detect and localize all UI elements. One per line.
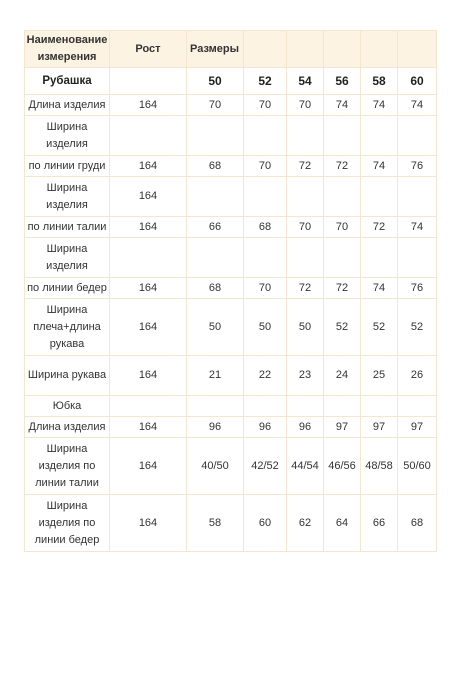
- height-cell: 164: [110, 177, 187, 217]
- size-chart-table: [24, 30, 437, 552]
- value-cell: 74: [361, 156, 398, 177]
- value-cell: 40/50: [187, 438, 244, 495]
- header-height-cell: Рост: [110, 31, 187, 68]
- value-cell: 48/58: [361, 438, 398, 495]
- value-cell: [324, 396, 361, 417]
- value-cell: [187, 177, 244, 217]
- value-cell: 70: [287, 217, 324, 238]
- value-cell: 68: [187, 278, 244, 299]
- value-cell: 42/52: [244, 438, 287, 495]
- value-cell: [361, 238, 398, 278]
- value-cell: [244, 238, 287, 278]
- section-label-cell: Юбка: [25, 396, 110, 417]
- value-cell: [361, 177, 398, 217]
- value-cell: 66: [187, 217, 244, 238]
- header-name-cell: Наименование измерения: [25, 31, 110, 68]
- value-cell: [324, 116, 361, 156]
- value-cell: [287, 177, 324, 217]
- value-cell: 68: [244, 217, 287, 238]
- value-cell: [398, 116, 437, 156]
- measurement-name-cell: Ширина рукава: [25, 356, 110, 396]
- table-row: [25, 356, 437, 396]
- table-row: [25, 438, 437, 495]
- height-cell: [110, 238, 187, 278]
- table-row: [25, 95, 437, 116]
- value-cell: [398, 396, 437, 417]
- height-cell: 164: [110, 278, 187, 299]
- value-cell: 64: [324, 495, 361, 552]
- value-cell: 52: [361, 299, 398, 356]
- size-cell: 60: [398, 68, 437, 95]
- value-cell: 58: [187, 495, 244, 552]
- value-cell: 68: [187, 156, 244, 177]
- value-cell: 72: [324, 156, 361, 177]
- value-cell: 70: [244, 156, 287, 177]
- height-cell: 164: [110, 438, 187, 495]
- value-cell: 74: [398, 217, 437, 238]
- empty-cell: [110, 68, 187, 95]
- value-cell: 97: [361, 417, 398, 438]
- value-cell: 62: [287, 495, 324, 552]
- measurement-name-cell: Длина изделия: [25, 95, 110, 116]
- value-cell: 44/54: [287, 438, 324, 495]
- value-cell: 25: [361, 356, 398, 396]
- value-cell: 72: [324, 278, 361, 299]
- value-cell: [287, 116, 324, 156]
- height-cell: 164: [110, 356, 187, 396]
- size-cell: 58: [361, 68, 398, 95]
- value-cell: 72: [361, 217, 398, 238]
- height-cell: 164: [110, 156, 187, 177]
- value-cell: [244, 396, 287, 417]
- size-cell: 56: [324, 68, 361, 95]
- value-cell: [398, 177, 437, 217]
- header-empty-cell: [361, 31, 398, 68]
- value-cell: 74: [361, 95, 398, 116]
- value-cell: 50: [187, 299, 244, 356]
- header-empty-cell: [287, 31, 324, 68]
- value-cell: [324, 238, 361, 278]
- value-cell: [287, 238, 324, 278]
- measurement-name-cell: Ширина изделия по линии талии: [25, 438, 110, 495]
- height-cell: 164: [110, 495, 187, 552]
- size-cell: 52: [244, 68, 287, 95]
- value-cell: 70: [244, 95, 287, 116]
- table-row: [25, 396, 437, 417]
- value-cell: 24: [324, 356, 361, 396]
- measurement-name-cell: Длина изделия: [25, 417, 110, 438]
- value-cell: 70: [324, 217, 361, 238]
- value-cell: [187, 116, 244, 156]
- value-cell: [398, 238, 437, 278]
- height-cell: [110, 396, 187, 417]
- table-header-row: [25, 31, 437, 68]
- value-cell: 96: [187, 417, 244, 438]
- value-cell: 70: [244, 278, 287, 299]
- measurement-name-cell: по линии бедер: [25, 278, 110, 299]
- value-cell: 23: [287, 356, 324, 396]
- table-row: [25, 417, 437, 438]
- value-cell: 26: [398, 356, 437, 396]
- section-label-cell: Рубашка: [25, 68, 110, 95]
- value-cell: [187, 396, 244, 417]
- size-cell: 54: [287, 68, 324, 95]
- table-row: [25, 177, 437, 217]
- value-cell: 96: [287, 417, 324, 438]
- table-row: [25, 116, 437, 156]
- value-cell: 50: [287, 299, 324, 356]
- value-cell: 72: [287, 278, 324, 299]
- value-cell: 74: [361, 278, 398, 299]
- table-row: [25, 238, 437, 278]
- table-row: [25, 278, 437, 299]
- value-cell: 50: [244, 299, 287, 356]
- table-row: [25, 299, 437, 356]
- value-cell: 50/60: [398, 438, 437, 495]
- value-cell: 97: [398, 417, 437, 438]
- table-row: [25, 495, 437, 552]
- measurement-name-cell: Ширина плеча+длина рукава: [25, 299, 110, 356]
- size-cell: 50: [187, 68, 244, 95]
- value-cell: 76: [398, 156, 437, 177]
- value-cell: [361, 116, 398, 156]
- value-cell: 52: [324, 299, 361, 356]
- value-cell: 74: [398, 95, 437, 116]
- measurement-name-cell: Ширина изделия: [25, 177, 110, 217]
- table-row: [25, 217, 437, 238]
- table-row: [25, 156, 437, 177]
- header-empty-cell: [244, 31, 287, 68]
- height-cell: [110, 116, 187, 156]
- value-cell: [244, 116, 287, 156]
- header-empty-cell: [324, 31, 361, 68]
- value-cell: 66: [361, 495, 398, 552]
- value-cell: [324, 177, 361, 217]
- measurement-name-cell: по линии талии: [25, 217, 110, 238]
- measurement-name-cell: Ширина изделия: [25, 116, 110, 156]
- value-cell: 72: [287, 156, 324, 177]
- value-cell: 97: [324, 417, 361, 438]
- value-cell: [187, 238, 244, 278]
- value-cell: 46/56: [324, 438, 361, 495]
- sizes-row: [25, 68, 437, 95]
- value-cell: 70: [287, 95, 324, 116]
- header-empty-cell: [398, 31, 437, 68]
- value-cell: 22: [244, 356, 287, 396]
- value-cell: [361, 396, 398, 417]
- value-cell: 96: [244, 417, 287, 438]
- height-cell: 164: [110, 299, 187, 356]
- value-cell: 68: [398, 495, 437, 552]
- value-cell: 52: [398, 299, 437, 356]
- value-cell: 70: [187, 95, 244, 116]
- height-cell: 164: [110, 217, 187, 238]
- measurement-name-cell: по линии груди: [25, 156, 110, 177]
- value-cell: 60: [244, 495, 287, 552]
- value-cell: [244, 177, 287, 217]
- height-cell: 164: [110, 95, 187, 116]
- header-sizes-cell: Размеры: [187, 31, 244, 68]
- value-cell: [287, 396, 324, 417]
- value-cell: 21: [187, 356, 244, 396]
- measurement-name-cell: Ширина изделия по линии бедер: [25, 495, 110, 552]
- height-cell: 164: [110, 417, 187, 438]
- measurement-name-cell: Ширина изделия: [25, 238, 110, 278]
- value-cell: 74: [324, 95, 361, 116]
- value-cell: 76: [398, 278, 437, 299]
